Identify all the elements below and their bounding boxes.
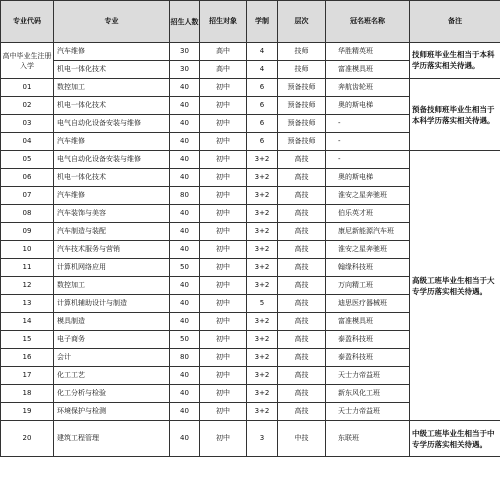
cell-quota: 40	[170, 313, 200, 331]
cell-target: 初中	[200, 331, 247, 349]
cell-major: 汽车维修	[54, 187, 170, 205]
cell-major: 计算机网络应用	[54, 259, 170, 277]
table-row	[1, 421, 500, 457]
cell-duration: 3+2	[247, 313, 278, 331]
cell-code: 03	[1, 115, 54, 133]
cell-code: 13	[1, 295, 54, 313]
cell-target: 初中	[200, 133, 247, 151]
cell-major: 电气自动化设备安装与维修	[54, 151, 170, 169]
cell-level: 中技	[278, 421, 326, 457]
cell-level: 高技	[278, 205, 326, 223]
cell-target: 初中	[200, 421, 247, 457]
cell-level: 高技	[278, 259, 326, 277]
cell-major: 机电一体化技术	[54, 61, 170, 79]
cell-class-name: -	[326, 151, 410, 169]
cell-major: 会计	[54, 349, 170, 367]
cell-class-name: 天士力帝益班	[326, 403, 410, 421]
cell-target: 初中	[200, 385, 247, 403]
cell-code: 16	[1, 349, 54, 367]
cell-major: 机电一体化技术	[54, 97, 170, 115]
cell-level: 高技	[278, 151, 326, 169]
cell-level: 预备技师	[278, 79, 326, 97]
cell-code: 04	[1, 133, 54, 151]
cell-code: 15	[1, 331, 54, 349]
cell-level: 高技	[278, 241, 326, 259]
cell-class-name: 富准模具班	[326, 61, 410, 79]
cell-level: 预备技师	[278, 115, 326, 133]
cell-class-name: 淮安之星奔驰班	[326, 241, 410, 259]
header-major: 专业	[54, 1, 170, 43]
cell-class-name: 康尼新能源汽车班	[326, 223, 410, 241]
table-row	[1, 151, 500, 169]
cell-duration: 3+2	[247, 367, 278, 385]
cell-quota: 80	[170, 349, 200, 367]
cell-class-name: 万向精工班	[326, 277, 410, 295]
cell-class-name: 泰盈科技班	[326, 331, 410, 349]
cell-code: 02	[1, 97, 54, 115]
cell-duration: 3	[247, 421, 278, 457]
cell-quota: 40	[170, 403, 200, 421]
header-code: 专业代码	[1, 1, 54, 43]
cell-quota: 40	[170, 421, 200, 457]
cell-duration: 3+2	[247, 223, 278, 241]
cell-target: 初中	[200, 277, 247, 295]
cell-level: 高技	[278, 367, 326, 385]
cell-duration: 6	[247, 133, 278, 151]
cell-quota: 40	[170, 97, 200, 115]
cell-quota: 50	[170, 331, 200, 349]
cell-target: 初中	[200, 295, 247, 313]
cell-major: 汽车制造与装配	[54, 223, 170, 241]
cell-class-name: 迪思医疗器械班	[326, 295, 410, 313]
cell-level: 预备技师	[278, 133, 326, 151]
cell-quota: 80	[170, 187, 200, 205]
cell-major: 化工工艺	[54, 367, 170, 385]
cell-duration: 3+2	[247, 385, 278, 403]
cell-level: 高技	[278, 403, 326, 421]
cell-target: 初中	[200, 97, 247, 115]
cell-major: 机电一体化技术	[54, 169, 170, 187]
cell-code: 高中毕业生注册入学	[1, 43, 54, 79]
cell-major: 电子商务	[54, 331, 170, 349]
cell-level: 高技	[278, 295, 326, 313]
cell-level: 技师	[278, 43, 326, 61]
cell-target: 初中	[200, 223, 247, 241]
cell-quota: 40	[170, 79, 200, 97]
cell-class-name: 奥的斯电梯	[326, 169, 410, 187]
header-quota: 招生人数	[170, 1, 200, 43]
cell-quota: 40	[170, 295, 200, 313]
note-technician: 技师班毕业生相当于本科学历落实相关待遇。	[410, 43, 500, 79]
cell-duration: 6	[247, 97, 278, 115]
cell-code: 12	[1, 277, 54, 295]
cell-code: 20	[1, 421, 54, 457]
cell-quota: 40	[170, 223, 200, 241]
cell-class-name: 翰缘科技班	[326, 259, 410, 277]
header-target: 招生对象	[200, 1, 247, 43]
cell-class-name: 东联班	[326, 421, 410, 457]
cell-quota: 40	[170, 205, 200, 223]
cell-target: 初中	[200, 403, 247, 421]
header-duration: 学制	[247, 1, 278, 43]
cell-target: 初中	[200, 205, 247, 223]
cell-major: 计算机辅助设计与制造	[54, 295, 170, 313]
cell-duration: 3+2	[247, 241, 278, 259]
cell-level: 高技	[278, 313, 326, 331]
table-row	[1, 43, 500, 61]
cell-level: 高技	[278, 169, 326, 187]
cell-duration: 3+2	[247, 151, 278, 169]
cell-major: 数控加工	[54, 79, 170, 97]
cell-level: 预备技师	[278, 97, 326, 115]
cell-target: 初中	[200, 115, 247, 133]
cell-quota: 40	[170, 277, 200, 295]
cell-duration: 5	[247, 295, 278, 313]
cell-major: 汽车装饰与美容	[54, 205, 170, 223]
cell-target: 高中	[200, 61, 247, 79]
cell-class-name: 淮安之星奔驰班	[326, 187, 410, 205]
cell-target: 高中	[200, 43, 247, 61]
cell-duration: 6	[247, 115, 278, 133]
cell-level: 高技	[278, 349, 326, 367]
header-row	[1, 1, 500, 43]
cell-class-name: 华胜精英班	[326, 43, 410, 61]
cell-code: 11	[1, 259, 54, 277]
cell-level: 技师	[278, 61, 326, 79]
cell-quota: 30	[170, 43, 200, 61]
header-note: 备注	[410, 1, 500, 43]
cell-target: 初中	[200, 349, 247, 367]
cell-class-name: 奔航齿轮班	[326, 79, 410, 97]
cell-target: 初中	[200, 169, 247, 187]
cell-quota: 30	[170, 61, 200, 79]
cell-code: 01	[1, 79, 54, 97]
cell-duration: 3+2	[247, 259, 278, 277]
cell-class-name: 天士力帝益班	[326, 367, 410, 385]
cell-class-name: -	[326, 115, 410, 133]
cell-duration: 3+2	[247, 349, 278, 367]
cell-quota: 40	[170, 241, 200, 259]
cell-duration: 3+2	[247, 187, 278, 205]
cell-level: 高技	[278, 223, 326, 241]
cell-duration: 6	[247, 79, 278, 97]
table-row	[1, 79, 500, 97]
cell-quota: 40	[170, 169, 200, 187]
cell-target: 初中	[200, 313, 247, 331]
cell-quota: 40	[170, 367, 200, 385]
cell-level: 高技	[278, 331, 326, 349]
cell-major: 环境保护与检测	[54, 403, 170, 421]
cell-major: 化工分析与检验	[54, 385, 170, 403]
cell-target: 初中	[200, 151, 247, 169]
header-level: 层次	[278, 1, 326, 43]
cell-quota: 40	[170, 133, 200, 151]
cell-code: 06	[1, 169, 54, 187]
cell-code: 08	[1, 205, 54, 223]
cell-code: 07	[1, 187, 54, 205]
cell-major: 汽车维修	[54, 133, 170, 151]
cell-target: 初中	[200, 187, 247, 205]
cell-class-name: 新东风化工班	[326, 385, 410, 403]
cell-code: 09	[1, 223, 54, 241]
cell-class-name: 富准模具班	[326, 313, 410, 331]
cell-quota: 40	[170, 151, 200, 169]
note-prep-technician: 预备技师班毕业生相当于本科学历落实相关待遇。	[410, 79, 500, 151]
cell-code: 05	[1, 151, 54, 169]
cell-major: 电气自动化设备安装与维修	[54, 115, 170, 133]
cell-level: 高技	[278, 187, 326, 205]
header-class-name: 冠名班名称	[326, 1, 410, 43]
cell-duration: 4	[247, 43, 278, 61]
cell-level: 高技	[278, 277, 326, 295]
cell-quota: 40	[170, 385, 200, 403]
cell-duration: 3+2	[247, 331, 278, 349]
cell-level: 高技	[278, 385, 326, 403]
cell-target: 初中	[200, 241, 247, 259]
cell-class-name: 伯乐英才班	[326, 205, 410, 223]
cell-duration: 3+2	[247, 169, 278, 187]
cell-target: 初中	[200, 79, 247, 97]
cell-major: 建筑工程管理	[54, 421, 170, 457]
cell-code: 18	[1, 385, 54, 403]
cell-major: 汽车技术服务与营销	[54, 241, 170, 259]
note-intermediate: 中级工班毕业生相当于中专学历落实相关待遇。	[410, 421, 500, 457]
cell-code: 19	[1, 403, 54, 421]
cell-major: 数控加工	[54, 277, 170, 295]
cell-code: 14	[1, 313, 54, 331]
note-senior: 高级工班毕业生相当于大专学历落实相关待遇。	[410, 151, 500, 421]
cell-duration: 3+2	[247, 403, 278, 421]
cell-quota: 40	[170, 115, 200, 133]
cell-class-name: 奥的斯电梯	[326, 97, 410, 115]
cell-target: 初中	[200, 259, 247, 277]
cell-quota: 50	[170, 259, 200, 277]
cell-code: 17	[1, 367, 54, 385]
cell-major: 模具制造	[54, 313, 170, 331]
cell-class-name: 泰盈科技班	[326, 349, 410, 367]
cell-class-name: -	[326, 133, 410, 151]
cell-target: 初中	[200, 367, 247, 385]
cell-code: 10	[1, 241, 54, 259]
cell-major: 汽车维修	[54, 43, 170, 61]
cell-duration: 3+2	[247, 277, 278, 295]
cell-duration: 4	[247, 61, 278, 79]
cell-duration: 3+2	[247, 205, 278, 223]
